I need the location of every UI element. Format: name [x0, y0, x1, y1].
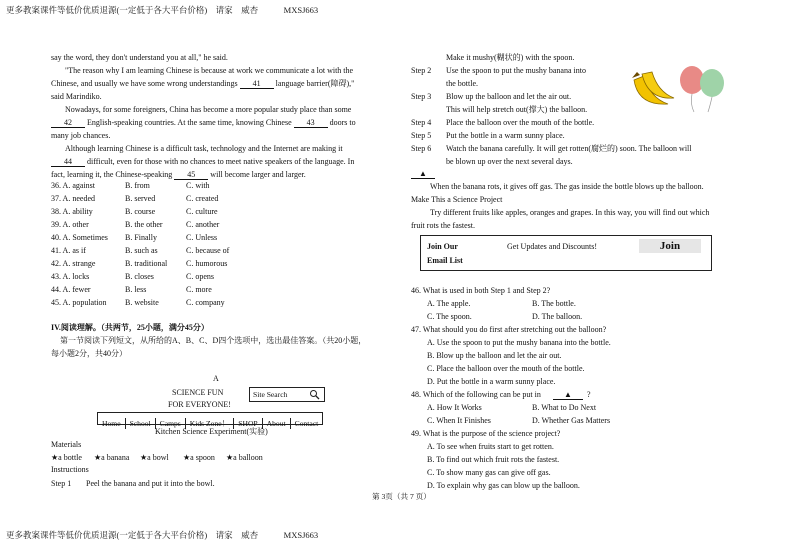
section-instr-2: 每小题2分，共40分）	[51, 349, 127, 358]
triangle-blank	[411, 170, 435, 179]
join-button[interactable]: Join	[639, 239, 701, 253]
option-43-c: C. opens	[186, 272, 214, 281]
material-item-4: ★a balloon	[226, 453, 263, 462]
balloon-icon	[680, 66, 724, 112]
step-text-5: Put the bottle in a warm sunny place.	[446, 131, 565, 140]
site-nav	[97, 412, 323, 428]
para-3a: Although learning Chinese is a difficult task, technology and the Internet are making it	[65, 144, 343, 153]
para-2c: many job chances.	[51, 131, 111, 140]
option-43-b: B. closes	[125, 272, 154, 281]
option-37-a: 37. A. needed	[51, 194, 95, 203]
para-1b	[51, 80, 354, 89]
q49-option-0-0: A. To see when fruits start to get rotten.	[427, 442, 554, 451]
nav-item-1[interactable]: School	[126, 418, 156, 429]
q49-option-2-0: C. To show many gas can give off gas.	[427, 468, 551, 477]
material-item-0: ★a bottle	[51, 453, 82, 462]
para-3c-tail: will become larger and larger.	[210, 170, 306, 179]
step-text-2-cont: the bottle.	[446, 79, 478, 88]
project-text-2: fruit rots the fastest.	[411, 221, 475, 230]
option-42-c: C. humorous	[186, 259, 228, 268]
option-39-a: 39. A. other	[51, 220, 89, 229]
material-item-3: ★a spoon	[183, 453, 215, 462]
option-37-b: B. served	[125, 194, 156, 203]
project-text-1: Try different fruits like apples, oranges and grapes. In this way, you will find out which	[430, 208, 710, 217]
para-1b-tail: language barrier(障碍),"	[275, 79, 355, 88]
step-label-6: Step 6	[411, 144, 432, 153]
q48-option-0-1: B. What to Do Next	[532, 403, 597, 412]
material-item-2: ★a bowl	[140, 453, 169, 462]
option-45-c: C. company	[186, 298, 225, 307]
instructions-label: Instructions	[51, 465, 89, 474]
q49-option-1-0: B. To find out which fruit rots the fastest.	[427, 455, 560, 464]
step-text-6: Watch the banana carefully. It will get rotten(腐烂的) soon. The balloon will	[446, 144, 692, 153]
step-text-6-cont: be blown up over the next several days.	[446, 157, 573, 166]
join-our-label: Join Our	[427, 242, 458, 251]
nav-item-4[interactable]: SHOP	[234, 418, 262, 429]
option-41-a: 41. A. as if	[51, 246, 86, 255]
step-text-4: Place the balloon over the mouth of the bottle.	[446, 118, 595, 127]
section-instr-1: 第一节阅读下列短文，从所给的A、B、C、D四个选项中，选出最佳答案。（共20小题，	[60, 336, 367, 345]
option-40-b: B. Finally	[125, 233, 158, 242]
step1-label: Step 1	[51, 479, 72, 488]
option-38-b: B. course	[125, 207, 156, 216]
for-everyone: FOR EVERYONE!	[168, 400, 231, 409]
option-38-a: 38. A. ability	[51, 207, 93, 216]
option-42-b: B. traditional	[125, 259, 168, 268]
question-47: 47. What should you do first after stretching out the balloon?	[411, 325, 607, 334]
material-item-1: ★a banana	[94, 453, 130, 462]
para-3c-text: fact, learning it, the Chinese-speaking	[51, 170, 173, 179]
q49-option-3-0: D. To explain why gas can blow up the balloon.	[427, 481, 580, 490]
banana-balloon-illustration	[628, 64, 728, 114]
option-41-c: C. because of	[186, 246, 230, 255]
q47-option-0-0: A. Use the spoon to put the mushy banana into the bottle.	[427, 338, 611, 347]
option-36-b: B. from	[125, 181, 150, 190]
page-number: 第 3页（共 7 页）	[372, 492, 431, 501]
search-icon[interactable]	[309, 389, 320, 400]
option-44-a: 44. A. fewer	[51, 285, 91, 294]
blank-43: 43	[294, 119, 328, 128]
q48-option-1-0: C. When It Finishes	[427, 416, 491, 425]
site-search-box[interactable]	[249, 387, 325, 402]
q46-option-1-0: C. The spoon.	[427, 312, 472, 321]
materials-label: Materials	[51, 440, 82, 449]
option-44-c: C. more	[186, 285, 212, 294]
passage-label: A	[213, 374, 219, 383]
nav-item-0[interactable]: Home	[98, 418, 126, 429]
option-36-c: C. with	[186, 181, 210, 190]
nav-item-6[interactable]: Contact	[294, 419, 319, 428]
q48-mark: ?	[587, 390, 591, 399]
email-list-label: Email List	[427, 256, 463, 265]
para-2a: Nowadays, for some foreigners, China has become a more popular study place than some	[65, 105, 352, 114]
option-36-a: 36. A. against	[51, 181, 95, 190]
option-42-a: 42. A. strange	[51, 259, 96, 268]
step-label-4: Step 4	[411, 118, 432, 127]
option-41-b: B. such as	[125, 246, 158, 255]
question-48: 48. Which of the following can be put in	[411, 390, 541, 399]
para-2b-tail: doors to	[329, 118, 356, 127]
q48-blank: ▲	[553, 391, 583, 400]
step-text-2: Use the spoon to put the mushy banana into	[446, 66, 586, 75]
para-1a: "The reason why I am learning Chinese is because at work we communicate a lot with the	[65, 66, 354, 75]
option-40-a: 40. A. Sometimes	[51, 233, 108, 242]
option-45-b: B. website	[125, 298, 159, 307]
option-39-c: C. another	[186, 220, 220, 229]
nav-item-2[interactable]: Camps	[156, 418, 186, 429]
para-2b	[51, 119, 356, 128]
science-fun-title: SCIENCE FUN	[172, 388, 224, 397]
option-38-c: C. culture	[186, 207, 218, 216]
para-1b-text: Chinese, and usually we have some wrong understandings	[51, 79, 238, 88]
option-37-c: C. created	[186, 194, 219, 203]
blank-44: 44	[51, 158, 85, 167]
q47-option-1-0: B. Blow up the balloon and let the air out.	[427, 351, 562, 360]
para-1c: said Marindiko.	[51, 92, 102, 101]
top-header: 更多教案课件等低价优质退源(一定低于各大平台价格) 请家 威杏 MXSJ663	[6, 5, 319, 15]
section-title: IV.阅读理解。（共两节，25小题，满分45分）	[51, 323, 209, 332]
q47-option-3-0: D. Put the bottle in a warm sunny place.	[427, 377, 556, 386]
blank-41: 41	[240, 80, 274, 89]
step-text-3: Blow up the balloon and let the air out.	[446, 92, 572, 101]
step-label-5: Step 5	[411, 131, 432, 140]
q48-option-0-0: A. How It Works	[427, 403, 482, 412]
blank-42: 42	[51, 119, 85, 128]
banana-icon	[632, 72, 674, 104]
para-2b-text: English-speaking countries. At the same time, knowing Chinese	[87, 118, 292, 127]
option-44-b: B. less	[125, 285, 147, 294]
para-3b-text: difficult, even for those with no chances to meet native speakers of the language. In	[87, 157, 355, 166]
step-text-3-cont: This will help stretch out(撑大) the balloon.	[446, 105, 588, 114]
question-49: 49. What is the purpose of the science project?	[411, 429, 561, 438]
rot-text: When the banana rots, it gives off gas. The gas inside the bottle blows up the balloon.	[430, 182, 704, 191]
step1-cont: Make it mushy(糊状的) with the spoon.	[446, 53, 575, 62]
project-title: Make This a Science Project	[411, 195, 503, 204]
nav-item-3[interactable]: Kids Zone！	[186, 418, 234, 429]
step-label-2: Step 2	[411, 66, 432, 75]
step1-text: Peel the banana and put it into the bowl.	[86, 479, 215, 488]
q46-option-1-1: D. The balloon.	[532, 312, 583, 321]
option-40-c: C. Unless	[186, 233, 218, 242]
q46-option-0-1: B. The bottle.	[532, 299, 576, 308]
para-3b	[51, 158, 354, 167]
option-39-b: B. the other	[125, 220, 163, 229]
para-0: say the word, they don't understand you at all," he said.	[51, 53, 228, 62]
q48-option-1-1: D. Whether Gas Matters	[532, 416, 611, 425]
q46-option-0-0: A. The apple.	[427, 299, 471, 308]
bottom-header: 更多教案课件等低价优质退源(一定低于各大平台价格) 请家 威杏 MXSJ663	[6, 530, 319, 540]
question-46: 46. What is used in both Step 1 and Step 2?	[411, 286, 551, 295]
site-search-label: Site Search	[253, 390, 288, 399]
triangle-mark: ▲	[411, 170, 435, 179]
blank-45: 45	[174, 171, 208, 180]
option-43-a: 43. A. locks	[51, 272, 90, 281]
updates-label: Get Updates and Discounts!	[507, 242, 597, 251]
option-45-a: 45. A. population	[51, 298, 107, 307]
nav-item-5[interactable]: About	[263, 418, 291, 429]
step-label-3: Step 3	[411, 92, 432, 101]
q47-option-2-0: C. Place the balloon over the mouth of the bottle.	[427, 364, 585, 373]
email-signup-box	[420, 235, 712, 271]
kitchen-title: Kitchen Science Experiment(实验)	[155, 427, 268, 436]
para-3c	[51, 171, 306, 180]
